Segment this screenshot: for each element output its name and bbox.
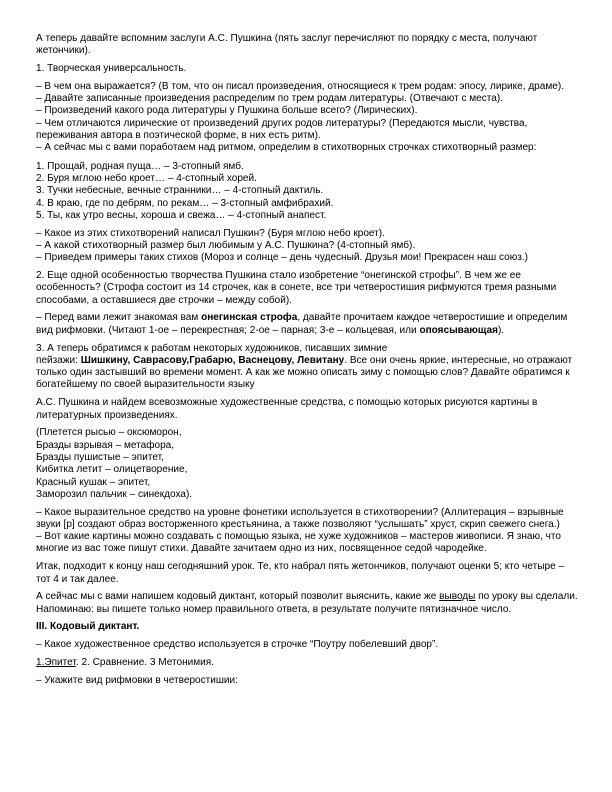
section-heading: III. Кодовый диктант.	[36, 621, 140, 633]
qa1-line: – Чем отличаются лирические от произведений других родов литературы? (Передаются мысли, чувства, переживания автора в поэтической форме, в них есть ритм).	[36, 117, 528, 142]
means-item: Кибитка летит – олицетворение,	[36, 464, 188, 476]
qa2-line: – А какой стихотворный размер был любимым у А.С. Пушкина? (4-стопный ямб).	[36, 239, 416, 251]
answer-rest: . 2. Сравнение. 3 Метонимия.	[75, 657, 214, 669]
dictation-text: по уроку вы сделали. Напоминаю: вы пишете только номер правильного ответа, в результате получите пятизначное число.	[36, 591, 578, 615]
qa1-line: – Произведений какого рода литературы у Пушкина больше всего? (Лирических).	[36, 105, 418, 117]
dictation-intro	[36, 591, 581, 616]
means-list	[36, 427, 581, 501]
dictation-text: А сейчас мы с вами напишем кодовый диктант, который позволит выяснить, какие же	[36, 591, 440, 603]
onegin-paragraph	[36, 312, 581, 337]
onegin-term: онегинская строфа	[201, 312, 298, 324]
means-item: Бразды пушистые – эпитет,	[36, 451, 164, 463]
qa3-line: – Какое выразительное средство на уровне фонетики используется в стихотворении? (Аллитерация – взрывные звуки [р] создают образ восторженного крестьянина, а также позволяют “услышать” хруст, скрип свежего снега.)	[36, 506, 564, 530]
means-item: (Плетется рысью – оксюморон,	[36, 427, 182, 439]
qa2-line: – Приведем примеры таких стихов (Мороз и солнце – день чудесный. Друзья мои! Прекрасен наш союз.)	[36, 252, 528, 264]
means-item: Красный кушак – эпитет,	[36, 476, 151, 488]
qa1-block	[36, 81, 581, 155]
qa2-block	[36, 228, 581, 265]
onegin-text: , давайте прочитаем каждое четверостишие и определим вид рифмовки. (Читают 1-ое – перекрестная; 2-ое – парная; 3-е – кольцевая, или	[36, 312, 568, 336]
point3-text: . Все они очень яркие, интересные, но отражают только один застывший во времени момент. А как же можно описать зиму с помощью слов? Давайте обратимся к богатейшему по своей выразительности языку	[36, 354, 573, 391]
meters-list	[36, 161, 581, 222]
answer-correct: 1.Эпитет	[36, 657, 76, 669]
point1-title: 1. Творческая универсальность.	[36, 63, 187, 75]
qa3-block	[36, 507, 581, 556]
point3-paragraph	[36, 343, 581, 392]
summary-paragraph: Итак, подходит к концу наш сегодняшний урок. Те, кто набрал пять жетончиков, получают оценки 5; кто четыре – тот 4 и так далее.	[36, 561, 565, 585]
meter-item: 3. Тучки небесные, вечные странники… – 4-стопный дактиль.	[36, 185, 324, 197]
meter-item: 1. Прощай, родная пуща… – 3-стопный ямб.	[36, 160, 244, 172]
meter-item: 4. В краю, где по дебрям, по рекам… – 3-стопный амфибрахий.	[36, 197, 334, 209]
qa1-line: – В чем она выражается? (В том, что он писал произведения, относящиеся к трем родам: эпосу, лирике, драме).	[36, 80, 564, 92]
dictation-keyword: выводы	[439, 591, 476, 603]
means-item: Бразды взрывая – метафора,	[36, 439, 175, 451]
means-intro: А.С. Пушкина и найдем всевозможные художественные средства, с помощью которых рисуются картины в литературных произведениях.	[36, 397, 538, 421]
intro-paragraph: А теперь давайте вспомним заслуги А.С. Пушкина (пять заслуг перечисляют по порядку с места, получают жетончики).	[36, 33, 538, 57]
document-page	[36, 33, 581, 693]
qa1-line: – Давайте записанные произведения распределим по трем родам литературы. (Отвечают с места).	[36, 93, 504, 105]
point3-text: пейзажи:	[36, 354, 81, 366]
artists-list: Шишкину, Саврасову,Грабарю, Васнецову, Левитану	[80, 354, 345, 366]
question-1-answers	[36, 657, 581, 669]
question-2: – Укажите вид рифмовки в четверостишии:	[36, 674, 238, 686]
question-1: – Какое художественное средство используется в строчке “Поутру побелевший двор”.	[36, 639, 439, 651]
point2-paragraph: 2. Еще одной особенностью творчества Пушкина стало изобретение “онегинской строфы”. В чем же ее особенность? (Строфа состоит из 14 строчек, как в сонете, все три четверостишия рифмуются тремя разными способами, а оставшиеся две строчки – между собой).	[36, 270, 557, 306]
qa1-line: – А сейчас мы с вами поработаем над ритмом, определим в стихотворных строчках стихотворный размер:	[36, 142, 537, 154]
point3-line: 3. А теперь обратимся к работам некоторых художников, писавших зимние	[36, 342, 388, 354]
qa2-line: – Какое из этих стихотворений написал Пушкин? (Буря мглою небо кроет).	[36, 227, 385, 239]
means-item: Заморозил пальчик – синекдоха).	[36, 488, 193, 500]
onegin-text: ).	[497, 324, 505, 336]
onegin-term: опоясывающая	[419, 324, 498, 336]
qa3-line: – Вот какие картины можно создавать с помощью языка, не хуже художников – мастеров живописи. Я знаю, что многие из вас тоже пишут стихи. Давайте зачитаем одно из них, посвященное седой чародейке.	[36, 531, 561, 555]
meter-item: 2. Буря мглою небо кроет… – 4-стопный хорей.	[36, 172, 257, 184]
onegin-text: – Перед вами лежит знакомая вам	[36, 312, 202, 324]
meter-item: 5. Ты, как утро весны, хороша и свежа… – 4-стопный анапест.	[36, 209, 327, 221]
